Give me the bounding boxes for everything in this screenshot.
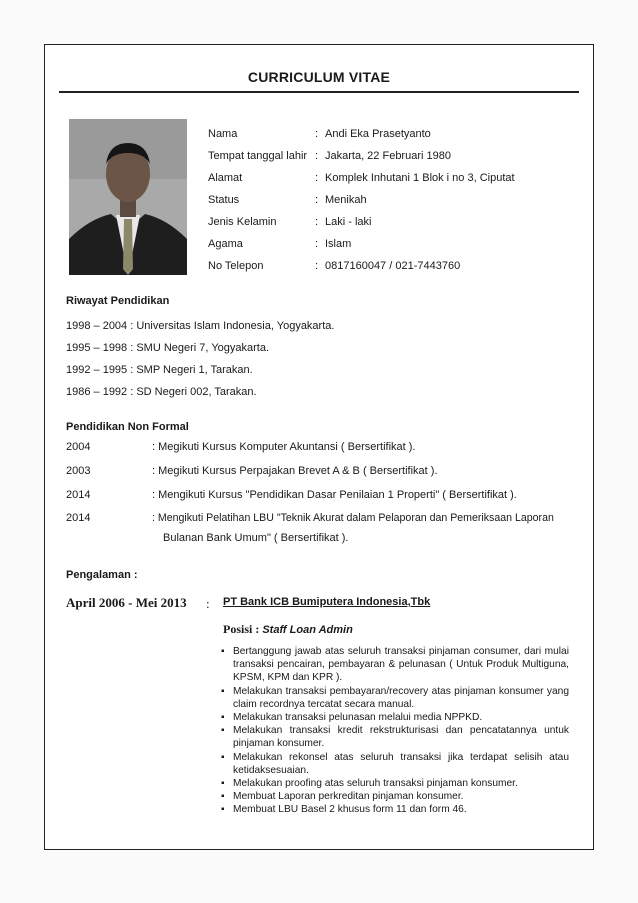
title-divider [59, 91, 579, 93]
info-row-jenis-kelamin [208, 213, 588, 231]
experience-period: April 2006 - Mei 2013 [66, 595, 187, 610]
info-label: Status [208, 194, 240, 206]
info-row-no-telepon [208, 257, 588, 275]
position-value: Staff Loan Admin [262, 624, 353, 636]
info-label: No Telepon [208, 260, 264, 272]
duty-item: ▪ Melakukan proofing atas seluruh transaksi pinjaman konsumer. [221, 777, 569, 790]
duty-item: ▪ Melakukan transaksi kredit rekstrukturisasi dan pencatatannya untuk pinjaman konsumer. [221, 724, 569, 750]
info-value: Jakarta, 22 Februari 1980 [325, 150, 451, 162]
document-title: CURRICULUM VITAE [247, 69, 391, 85]
info-row-nama [208, 125, 588, 143]
non-formal-year: 2014 [66, 512, 91, 524]
info-value: Islam [325, 238, 352, 250]
duty-item: ▪ Melakukan transaksi pembayaran/recovery atas pinjaman konsumer yang claim recordnya tercatat secara manual. [221, 685, 569, 711]
info-separator: : [315, 216, 319, 228]
info-label: Tempat tanggal lahir [208, 150, 308, 162]
duty-item: ▪ Melakukan rekonsel atas seluruh transaksi jika terdapat selisih atau ketidaksesuaian. [221, 751, 569, 777]
education-item: 1998 – 2004 : Universitas Islam Indonesia, Yogyakarta. [66, 320, 335, 332]
non-formal-year: 2003 [66, 465, 91, 477]
info-separator: : [315, 128, 319, 140]
non-formal-text: : Mengikuti Pelatihan LBU "Teknik Akurat dalam Pelaporan dan Pemeriksaan Laporan [152, 512, 554, 524]
info-label: Jenis Kelamin [208, 216, 277, 228]
education-item: 1995 – 1998 : SMU Negeri 7, Yogyakarta. [66, 342, 270, 354]
info-row-agama [208, 235, 588, 253]
info-separator: : [315, 172, 319, 184]
non-formal-heading: Pendidikan Non Formal [66, 421, 189, 433]
position-label: Posisi : [223, 622, 263, 636]
non-formal-text-continued: Bulanan Bank Umum" ( Bersertifikat ). [163, 532, 349, 544]
non-formal-text: : Megikuti Kursus Komputer Akuntansi ( Bersertifikat ). [152, 441, 416, 453]
info-separator: : [315, 194, 319, 206]
info-separator: : [315, 238, 319, 250]
info-value: Komplek Inhutani 1 Blok i no 3, Ciputat [325, 172, 515, 184]
info-value: Andi Eka Prasetyanto [325, 128, 431, 140]
non-formal-year: 2014 [66, 489, 91, 501]
duty-item: ▪ Membuat Laporan perkreditan pinjaman konsumer. [221, 790, 569, 803]
education-item: 1986 – 1992 : SD Negeri 002, Tarakan. [66, 386, 257, 398]
info-separator: : [315, 260, 319, 272]
experience-position [223, 622, 353, 637]
duty-item: ▪ Melakukan transaksi pelunasan melalui media NPPKD. [221, 711, 569, 724]
info-row-status [208, 191, 588, 209]
info-label: Alamat [208, 172, 243, 184]
education-heading: Riwayat Pendidikan [66, 295, 170, 307]
cv-page [44, 44, 594, 850]
info-row-alamat [208, 169, 588, 187]
duty-item: ▪ Membuat LBU Basel 2 khusus form 11 dan form 46. [221, 803, 569, 816]
non-formal-year: 2004 [66, 441, 91, 453]
info-value: Laki - laki [325, 216, 372, 228]
info-label: Nama [208, 128, 238, 140]
education-item: 1992 – 1995 : SMP Negeri 1, Tarakan. [66, 364, 253, 376]
experience-separator: : [206, 596, 210, 611]
non-formal-text: : Mengikuti Kursus "Pendidikan Dasar Penilaian 1 Properti" ( Bersertifikat ). [152, 489, 517, 501]
info-label: Agama [208, 238, 243, 250]
info-value: 0817160047 / 021-7443760 [325, 260, 461, 272]
duties-list [221, 645, 569, 817]
experience-heading: Pengalaman : [66, 569, 138, 581]
info-separator: : [315, 150, 319, 162]
info-value: Menikah [325, 194, 367, 206]
profile-photo [69, 119, 187, 275]
info-row-tempat-tanggal-lahir [208, 147, 588, 165]
non-formal-text: : Megikuti Kursus Perpajakan Brevet A & B ( Bersertifikat ). [152, 465, 438, 477]
duty-item: ▪ Bertanggung jawab atas seluruh transaksi pinjaman consumer, dari mulai transaksi pencairan, pembayaran & pelunasan ( Untuk Produk Multiguna, KPSM, KPM dan KPR ). [221, 645, 569, 685]
experience-company: PT Bank ICB Bumiputera Indonesia,Tbk [223, 596, 431, 608]
